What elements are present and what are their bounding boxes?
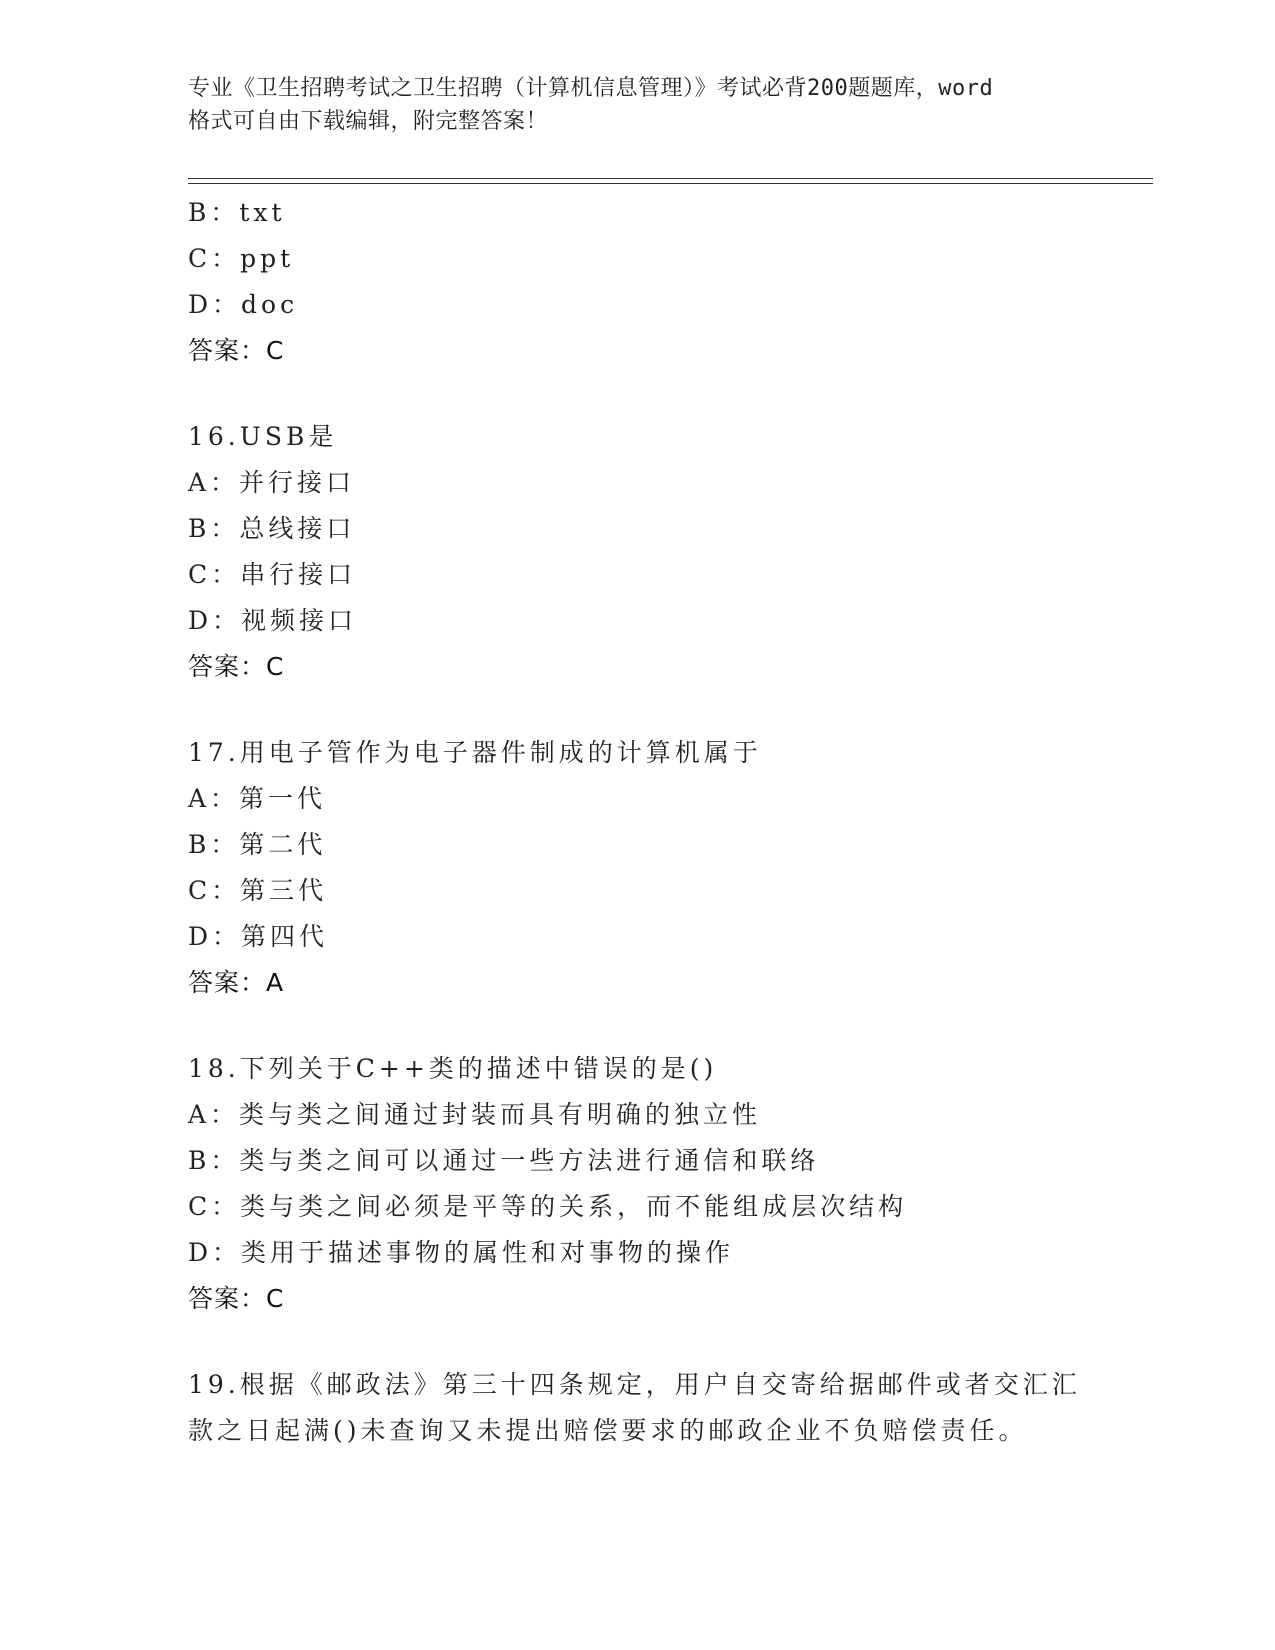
question-text-line-1: 19.根据《邮政法》第三十四条规定，用户自交寄给据邮件或者交汇汇 <box>188 1370 1081 1399</box>
option-c: C：类与类之间必须是平等的关系，而不能组成层次结构 <box>188 1192 908 1221</box>
header-divider-bottom <box>188 183 1153 184</box>
header-line-1: 专业《卫生招聘考试之卫生招聘（计算机信息管理）》考试必背200题题库，word <box>188 76 994 101</box>
answer: 答案：C <box>188 336 285 365</box>
question-19 <box>188 1362 1148 1454</box>
option-a: A：类与类之间通过封装而具有明确的独立性 <box>188 1100 762 1129</box>
question-text-line-2: 款之日起满()未查询又未提出赔偿要求的邮政企业不负赔偿责任。 <box>188 1416 1028 1445</box>
question-text: 16.USB是 <box>188 422 338 451</box>
option-a: A：第一代 <box>188 784 327 813</box>
question-list <box>188 190 1148 1454</box>
question-15 <box>188 190 1148 374</box>
option-d: D：类用于描述事物的属性和对事物的操作 <box>188 1238 735 1267</box>
question-text: 17.用电子管作为电子器件制成的计算机属于 <box>188 738 762 767</box>
header-divider-top <box>188 178 1153 179</box>
answer: 答案：C <box>188 652 285 681</box>
question-18 <box>188 1046 1148 1322</box>
option-d: D：doc <box>188 290 299 319</box>
option-d: D：第四代 <box>188 922 329 951</box>
option-b: B：第二代 <box>188 830 327 859</box>
option-c: C：串行接口 <box>188 560 357 589</box>
option-d: D：视频接口 <box>188 606 358 635</box>
option-c: C：第三代 <box>188 876 328 905</box>
document-header <box>188 72 1088 138</box>
option-c: C：ppt <box>188 244 295 273</box>
question-17 <box>188 730 1148 1006</box>
question-text: 18.下列关于C++类的描述中错误的是() <box>188 1054 718 1083</box>
option-a: A：并行接口 <box>188 468 356 497</box>
option-b: B：类与类之间可以通过一些方法进行通信和联络 <box>188 1146 820 1175</box>
answer: 答案：C <box>188 1284 285 1313</box>
question-16 <box>188 414 1148 690</box>
header-line-2: 格式可自由下载编辑，附完整答案！ <box>188 109 549 134</box>
option-b: B：txt <box>188 198 286 227</box>
option-b: B：总线接口 <box>188 514 356 543</box>
answer: 答案：A <box>188 968 285 997</box>
